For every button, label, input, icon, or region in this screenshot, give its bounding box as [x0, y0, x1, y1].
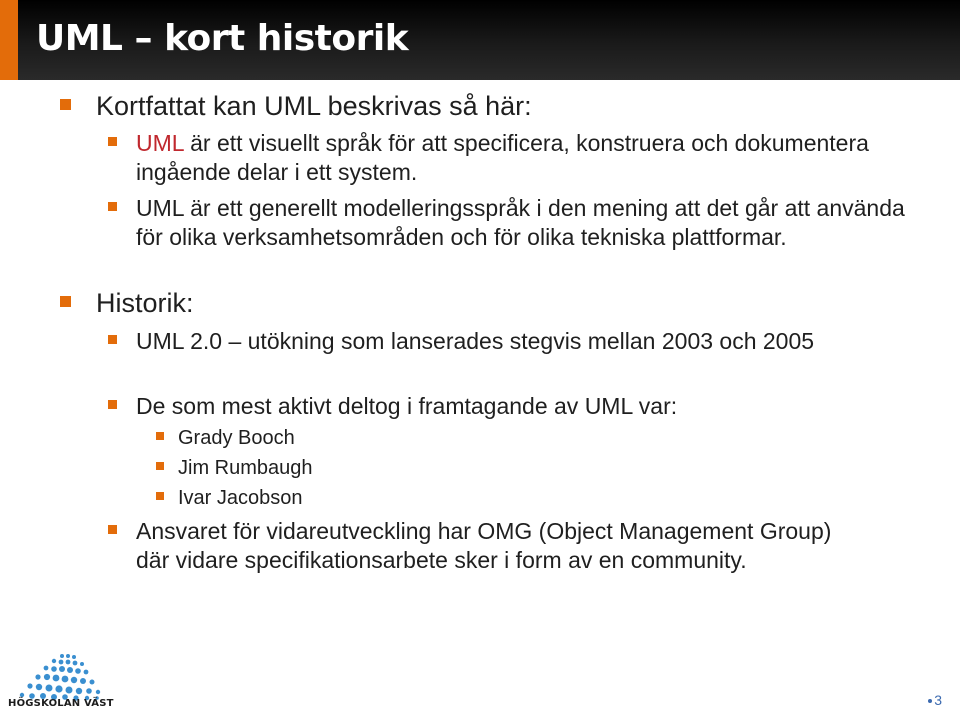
bullet-history-sub2-text: De som mest aktivt deltog i framtagande av UML var:	[136, 393, 678, 419]
bullet-square-icon	[60, 296, 71, 307]
bullet-square-icon	[108, 202, 117, 211]
bullet-history	[60, 286, 940, 320]
person-name: Jim Rumbaugh	[178, 457, 313, 479]
bullet-square-icon	[108, 137, 117, 146]
bullet-square-icon	[108, 525, 117, 534]
bullet-intro-text: Kortfattat kan UML beskrivas så här:	[96, 91, 532, 121]
person-name: Grady Booch	[178, 427, 295, 449]
person-item	[156, 485, 656, 511]
bullet-history-sub3-text: Ansvaret för vidareutveckling har OMG (Object Management Group) där vidare specifikationsarbete sker i form av en community.	[136, 518, 832, 573]
bullet-history-sub1-text: UML 2.0 – utökning som lanserades stegvis mellan 2003 och 2005	[136, 328, 815, 354]
person-item	[156, 425, 656, 451]
bullet-history-sub3	[108, 517, 868, 575]
uml-highlight: UML	[136, 130, 184, 156]
bullet-intro-sub2	[108, 194, 908, 252]
bullet-square-icon	[60, 99, 71, 110]
logo-text: HÖGSKOLAN VÄST	[8, 698, 114, 709]
bullet-square-icon	[156, 462, 164, 470]
page-number-dot-icon	[928, 699, 932, 703]
bullet-intro-sub2-text: UML är ett generellt modelleringsspråk i den mening att det går att använda för olika verksamhetsområden och för olika tekniska plattformar.	[136, 195, 905, 250]
bullet-square-icon	[156, 492, 164, 500]
bullet-intro	[60, 89, 940, 123]
bullet-intro-sub1-text: är ett visuellt språk för att specificera, konstruera och dokumentera ingående delar i ett system.	[136, 130, 869, 185]
person-name: Ivar Jacobson	[178, 487, 303, 509]
bullet-history-sub2	[108, 392, 908, 421]
bullet-history-sub1	[108, 327, 868, 356]
bullet-square-icon	[156, 432, 164, 440]
bullet-intro-sub1	[108, 129, 888, 187]
bullet-history-text: Historik:	[96, 288, 194, 318]
bullet-square-icon	[108, 335, 117, 344]
bullet-square-icon	[108, 400, 117, 409]
title-accent-stripe	[0, 0, 18, 80]
person-item	[156, 455, 656, 481]
page-number	[928, 692, 942, 708]
page-number-value: 3	[934, 692, 942, 708]
slide-title: UML – kort historik	[36, 18, 409, 59]
